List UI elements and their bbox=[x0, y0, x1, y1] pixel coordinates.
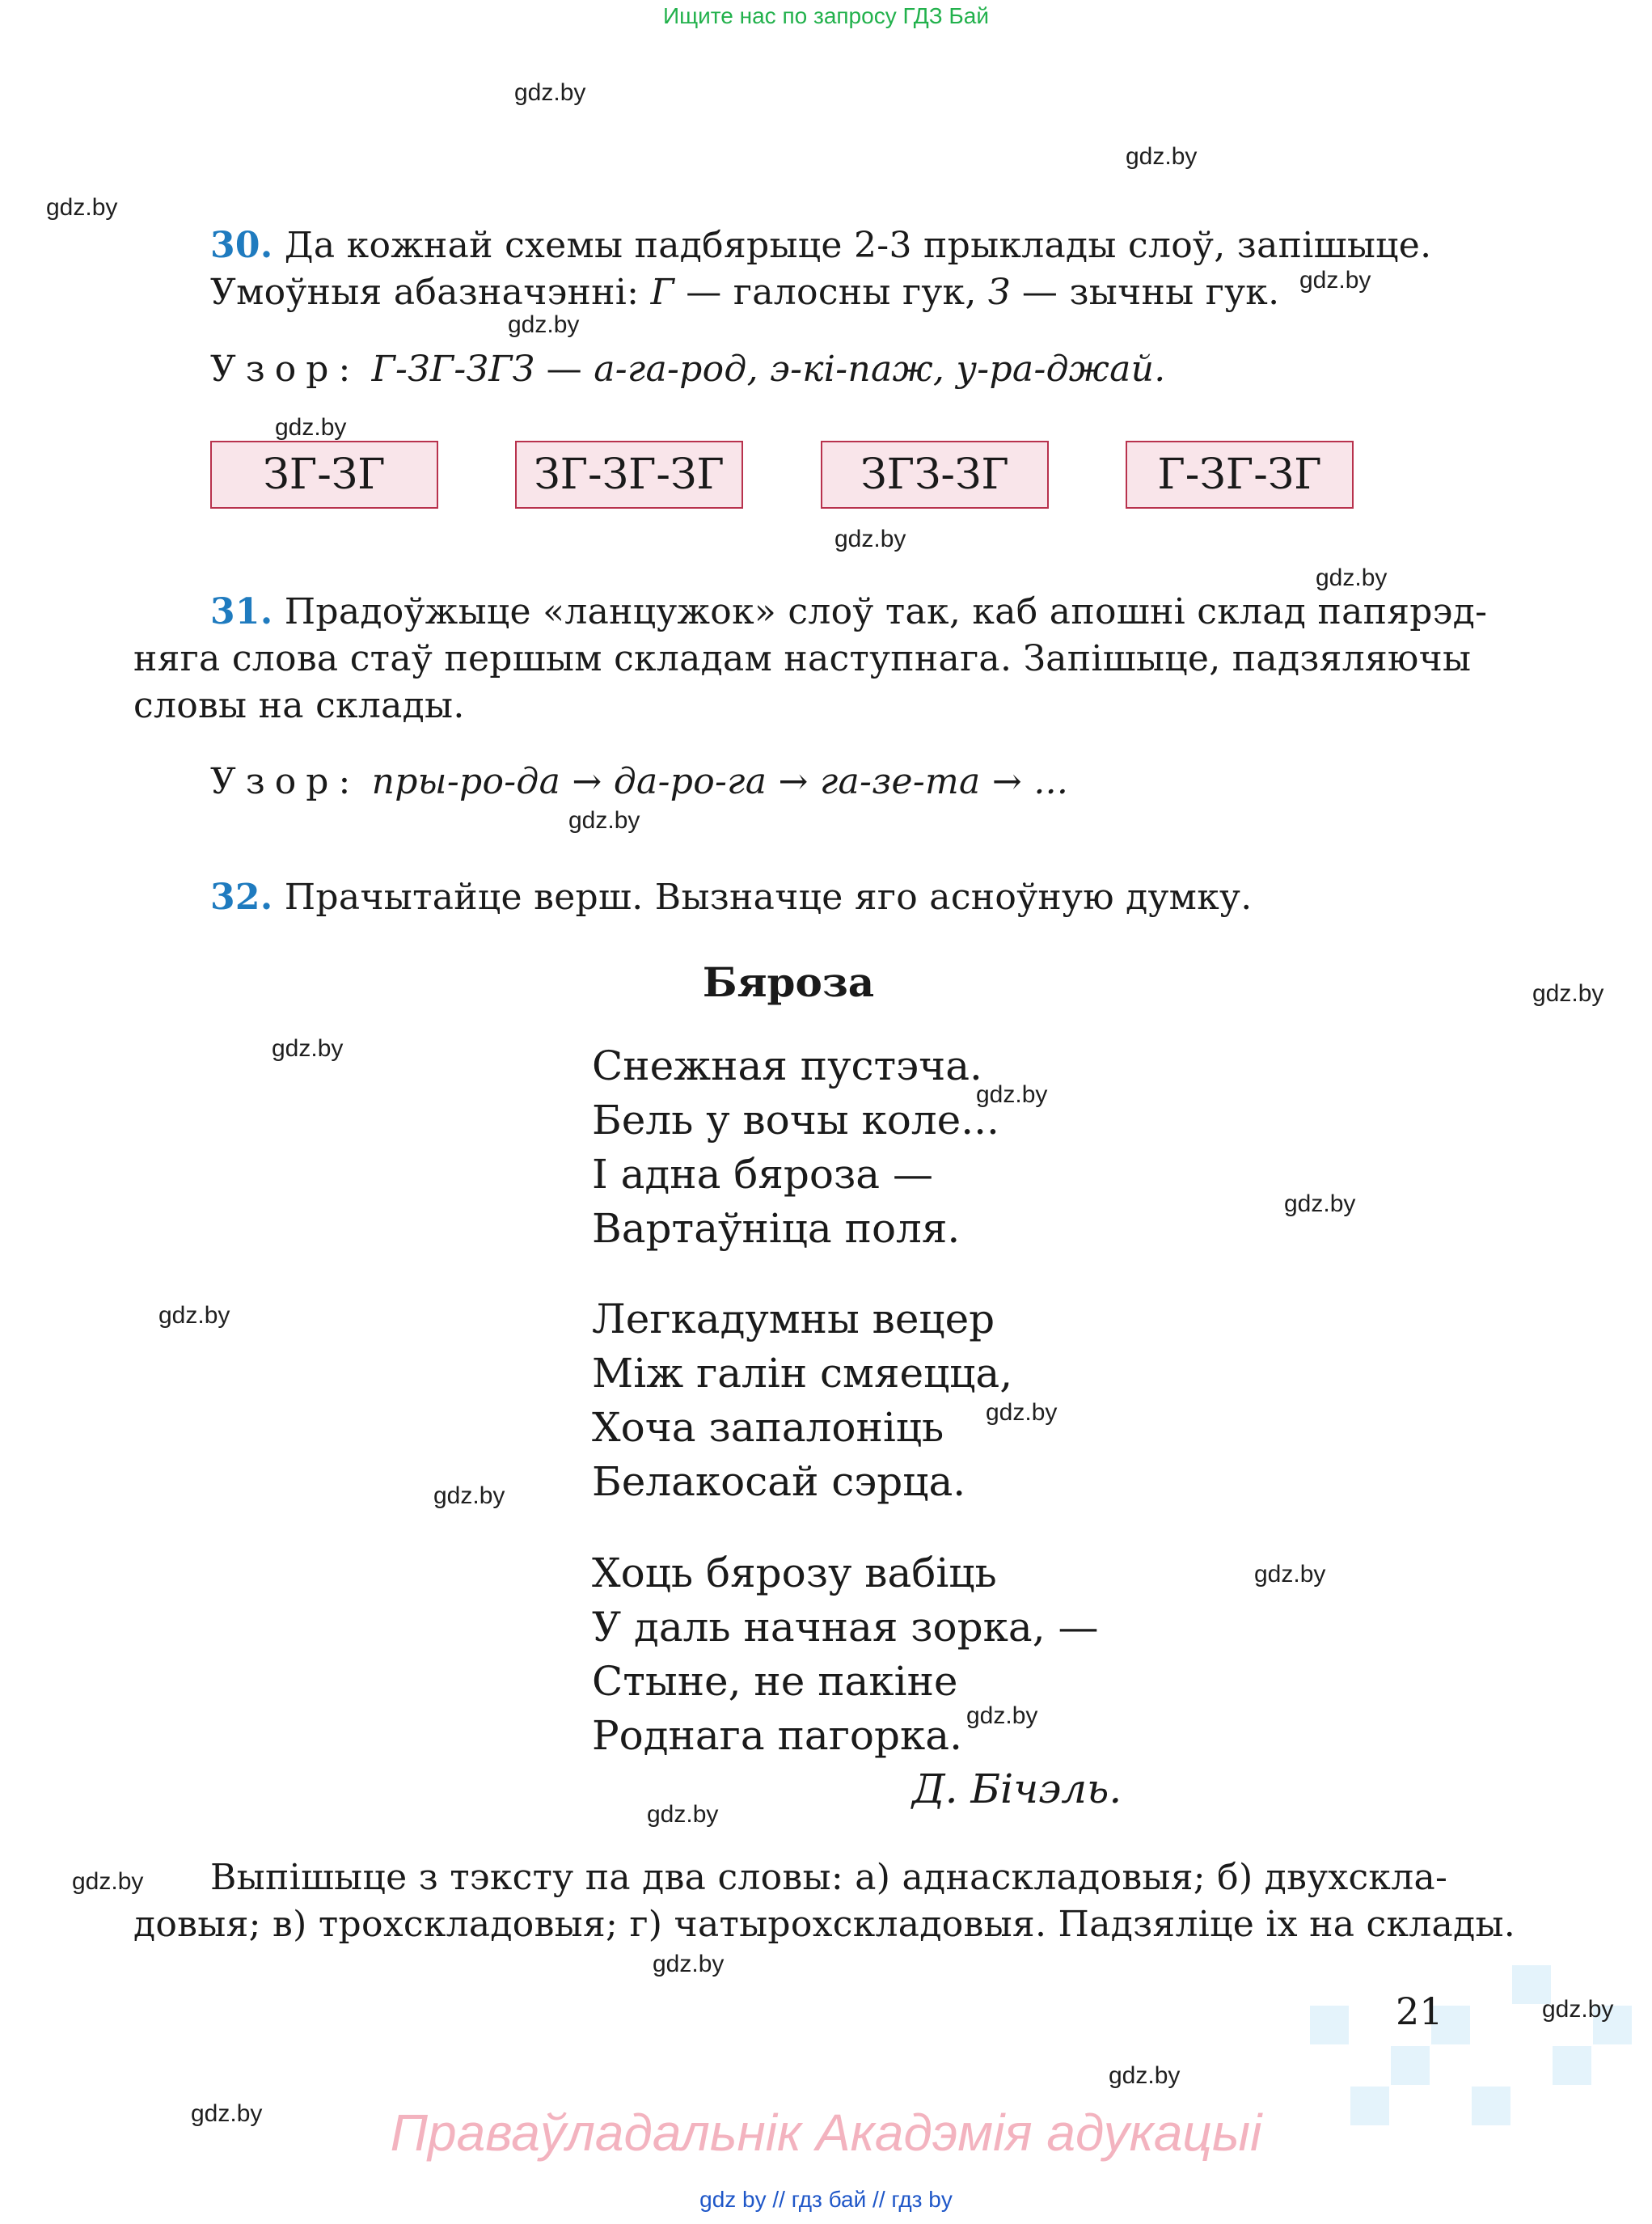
exercise-text: Прачытайце верш. Вызначце яго асноўную думку. bbox=[284, 877, 1253, 918]
exercise-text: Прадоўжыце «ланцужок» слоў так, каб апошні склад папярэд- bbox=[284, 591, 1488, 632]
copyright-watermark: Праваўладальнік Акадэмія адукацыі bbox=[390, 2103, 1262, 2162]
decor-tile bbox=[1391, 2046, 1430, 2085]
watermark: gdz.by bbox=[647, 1801, 719, 1828]
exercise-30-pattern bbox=[210, 346, 1166, 393]
exercise-30-line-1 bbox=[210, 222, 1431, 269]
poem-line: Роднага пагорка. bbox=[592, 1712, 962, 1759]
scheme-box-3: ЗГЗ-ЗГ bbox=[821, 441, 1049, 509]
poem-author: Д. Бічэль. bbox=[912, 1765, 1122, 1812]
watermark: gdz.by bbox=[1299, 267, 1371, 294]
watermark: gdz.by bbox=[433, 1482, 505, 1509]
watermark: gdz.by bbox=[46, 194, 118, 221]
poem-line: Легкадумны вецер bbox=[592, 1296, 995, 1342]
watermark: gdz.by bbox=[1126, 143, 1198, 170]
top-banner[interactable]: Ищите нас по запросу ГДЗ Бай bbox=[662, 3, 990, 28]
page-number: 21 bbox=[1396, 1989, 1443, 2033]
poem-title: Бяроза bbox=[702, 958, 875, 1006]
pattern-scheme: Г-ЗГ-ЗГЗ bbox=[371, 349, 535, 390]
footer-links[interactable]: gdz by // гдз бай // гдз by bbox=[699, 2187, 953, 2212]
poem-line: Снежная пустэча. bbox=[592, 1042, 982, 1089]
legend-text: — галосны гук, bbox=[674, 272, 988, 313]
watermark: gdz.by bbox=[1109, 2062, 1181, 2089]
poem-line: Між галін смяецца, bbox=[592, 1350, 1013, 1397]
pattern-dash: — bbox=[534, 349, 594, 390]
poem-line: Белакосай сэрца. bbox=[592, 1458, 966, 1505]
watermark: gdz.by bbox=[272, 1035, 344, 1062]
watermark: gdz.by bbox=[966, 1702, 1038, 1729]
poem-stanza-1 bbox=[592, 1039, 999, 1256]
poem-line: Бель у вочы коле... bbox=[592, 1097, 999, 1144]
watermark: gdz.by bbox=[568, 807, 640, 834]
exercise-31-pattern bbox=[210, 759, 1068, 805]
watermark: gdz.by bbox=[986, 1399, 1058, 1426]
watermark: gdz.by bbox=[976, 1081, 1048, 1108]
exercise-number: 30. bbox=[210, 225, 273, 266]
legend-text: Умоўныя абазначэнні: bbox=[210, 272, 651, 313]
pattern-words: пры-ро-да → да-ро-га → га-зе-та → ... bbox=[371, 761, 1069, 802]
watermark: gdz.by bbox=[1316, 564, 1388, 591]
exercise-30-line-2 bbox=[210, 269, 1279, 316]
poem-stanza-3 bbox=[592, 1546, 1099, 1763]
watermark: gdz.by bbox=[1284, 1190, 1356, 1217]
watermark: gdz.by bbox=[158, 1302, 230, 1329]
watermark: gdz.by bbox=[72, 1868, 144, 1895]
exercise-number: 31. bbox=[210, 591, 273, 632]
scheme-box-1: ЗГ-ЗГ bbox=[210, 441, 438, 509]
poem-line: І адна бяроза — bbox=[592, 1151, 933, 1198]
watermark: gdz.by bbox=[653, 1951, 725, 1977]
exercise-31-line-1 bbox=[210, 589, 1487, 636]
exercise-text: Да кожнай схемы падбярыце 2-3 прыклады слоў, запішыце. bbox=[284, 225, 1432, 266]
poem-line: Стыне, не пакіне bbox=[592, 1658, 958, 1705]
task-line-2: довыя; в) трохскладовыя; г) чатырохскладовыя. Падзяліце іх на склады. bbox=[133, 1904, 1516, 1945]
poem-line: Хоць бярозу вабіць bbox=[592, 1550, 997, 1596]
watermark: gdz.by bbox=[191, 2100, 263, 2127]
scheme-box-4: Г-ЗГ-ЗГ bbox=[1126, 441, 1354, 509]
exercise-31-line-2: няга слова стаў першым складам наступнага. Запішыце, падзяляючы bbox=[133, 638, 1472, 679]
legend-consonant: З bbox=[987, 272, 1011, 313]
poem-line: Вартаўніца поля. bbox=[592, 1205, 961, 1252]
watermark: gdz.by bbox=[508, 311, 580, 338]
legend-vowel: Г bbox=[650, 272, 675, 313]
watermark: gdz.by bbox=[1542, 1996, 1614, 2023]
poem-line: У даль начная зорка, — bbox=[592, 1604, 1099, 1651]
scheme-box-2: ЗГ-ЗГ-ЗГ bbox=[515, 441, 743, 509]
poem-line: Хоча запалоніць bbox=[592, 1404, 944, 1451]
exercise-32-line-1 bbox=[210, 874, 1252, 921]
watermark: gdz.by bbox=[1532, 980, 1604, 1007]
decor-tile bbox=[1310, 2006, 1349, 2044]
poem-stanza-2 bbox=[592, 1292, 1012, 1509]
watermark: gdz.by bbox=[834, 526, 906, 552]
pattern-label: Узор: bbox=[210, 761, 361, 802]
exercise-31-line-3: словы на склады. bbox=[133, 685, 465, 726]
watermark: gdz.by bbox=[275, 414, 347, 441]
pattern-words: а-га-род, э-кі-паж, у-ра-джай. bbox=[594, 349, 1166, 390]
exercise-number: 32. bbox=[210, 877, 273, 918]
legend-text: — зычны гук. bbox=[1010, 272, 1280, 313]
decor-tile bbox=[1553, 2046, 1591, 2085]
pattern-label: Узор: bbox=[210, 349, 361, 390]
watermark: gdz.by bbox=[1254, 1561, 1326, 1588]
task-line-1: Выпішыце з тэксту па два словы: а) аднаскладовыя; б) двухскла- bbox=[210, 1857, 1448, 1898]
watermark: gdz.by bbox=[514, 79, 586, 106]
